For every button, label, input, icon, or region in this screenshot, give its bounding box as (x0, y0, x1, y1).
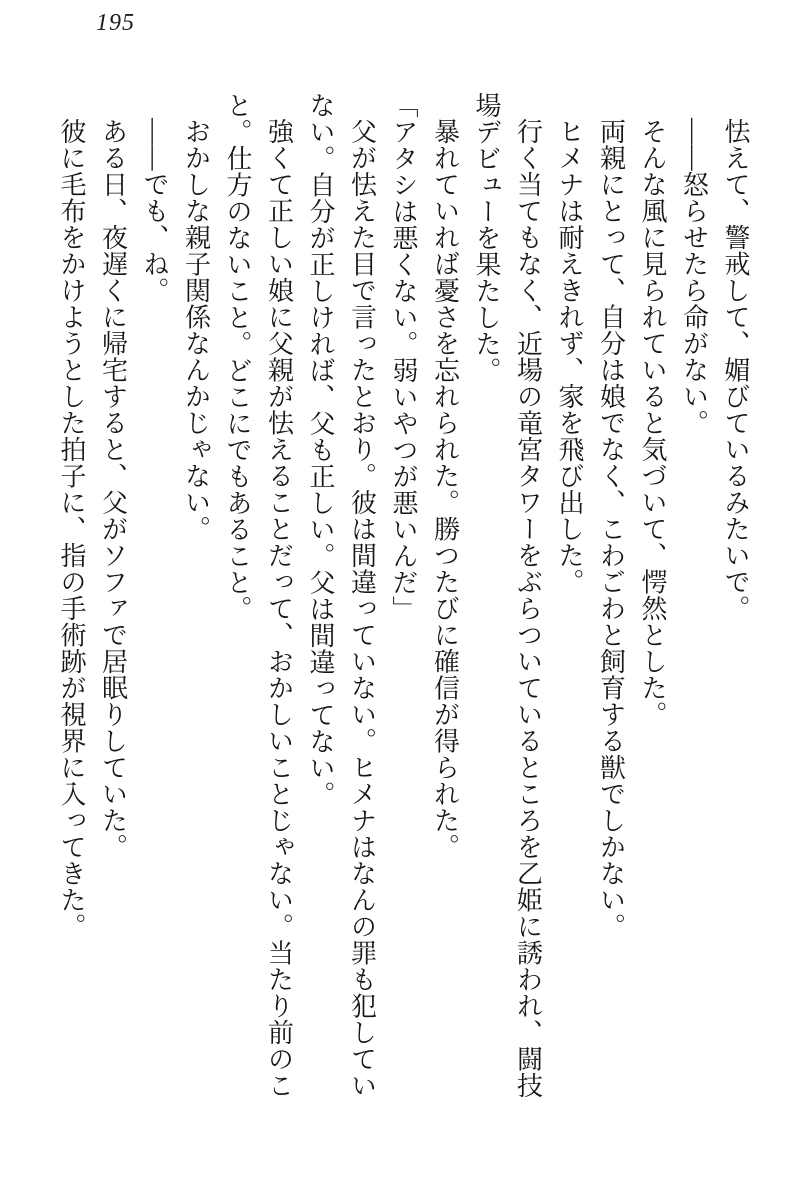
text-line: 行く当てもなく、近場の竜宮タワーをぶらついているところを乙姫に誘われ、闘技 (513, 118, 543, 1099)
text-line: と。仕方のないこと。どこにでもあること。 (223, 92, 252, 622)
text-line: ある日、夜遅くに帰宅すると、父がソファで居眠りしていた。 (98, 118, 128, 860)
text-line: 暴れていれば憂さを忘れられた。勝つたびに確信が得られた。 (430, 118, 460, 860)
text-line: ——でも、ね。 (140, 118, 169, 304)
text-line: ——怒らせたら命がない。 (679, 118, 709, 436)
text-line: 彼に毛布をかけようとした拍子に、指の手術跡が視界に入ってきた。 (57, 118, 86, 940)
page-number: 195 (96, 10, 135, 36)
text-line: ない。自分が正しければ、父も正しい。父は間違ってない。 (306, 92, 335, 808)
text-line: 場デビューを果たした。 (472, 92, 501, 384)
text-line: ヒメナは耐えきれず、家を飛び出した。 (555, 118, 584, 595)
text-line: 強くて正しい娘に父親が怯えることだって、おかしいことじゃない。当たり前のこ (264, 118, 294, 1099)
text-line: おかしな親子関係なんかじゃない。 (181, 118, 211, 542)
body-text (51, 92, 757, 1104)
text-line: 両親にとって、自分は娘でなく、こわごわと飼育する獣でしかない。 (596, 118, 626, 940)
text-line: 父が怯えた目で言ったとおり。彼は間違っていない。ヒメナはなんの罪も犯してい (347, 118, 377, 1099)
text-line: そんな風に見られていると気づいて、愕然とした。 (638, 118, 667, 728)
text-line: 怯えて、警戒して、媚びているみたいで。 (721, 118, 750, 622)
text-line: 「アタシは悪くない。弱いやつが悪いんだ」 (389, 92, 418, 622)
